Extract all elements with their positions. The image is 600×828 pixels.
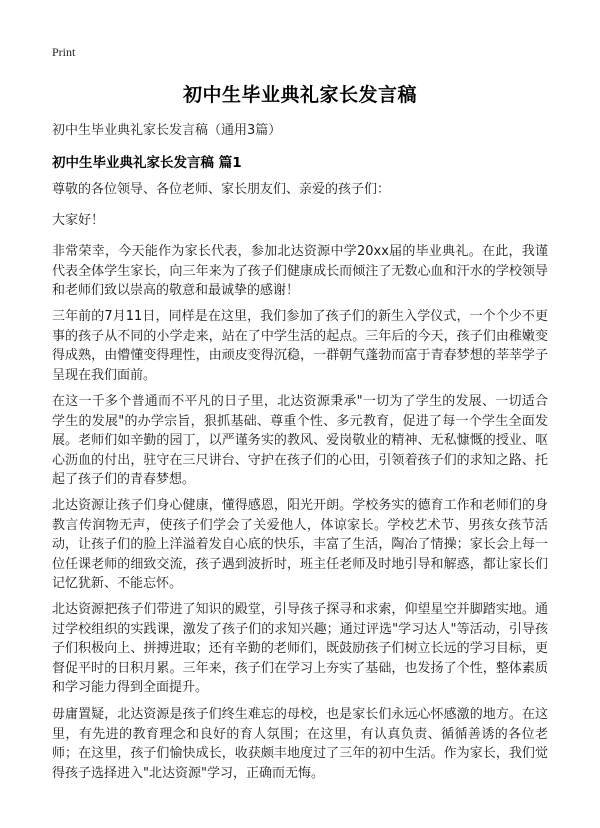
- print-link[interactable]: Print: [52, 45, 76, 59]
- body-paragraph: 三年前的7月11日，同样是在这里，我们参加了孩子们的新生入学仪式，一个个少不更事的孩子从不同的小学走来，站在了中学生活的起点。三年后的今天，孩子们由稚嫩变得成熟，由懵懂变得理性，由顽皮变得沉稳，一群朝气蓬勃而富于青春梦想的莘莘学子呈现在我们面前。: [52, 309, 548, 383]
- page-title: 初中生毕业典礼家长发言稿: [182, 84, 417, 106]
- section-heading: 初中生毕业典礼家长发言稿 篇1: [52, 155, 242, 171]
- body-paragraph: 非常荣幸，今天能作为家长代表，参加北达资源中学20xx届的毕业典礼。在此，我谨代表全体学生家长，向三年来为了孩子们健康成长而倾注了无数心血和汗水的学校领导和老师们致以崇高的敬意和最诚挚的感谢！: [52, 244, 548, 298]
- body-paragraph: 在这一千多个普通而不平凡的日子里，北达资源秉承"一切为了学生的发展、一切适合学生的发展"的办学宗旨，狠抓基础、尊重个性、多元教育，促进了每一个学生全面发展。老师们如辛勤的园丁，以严谨务实的教风、爱岗敬业的精神、无私慷慨的授业、呕心沥血的付出，驻守在三尺讲台、守护在孩子们的心田，引领着孩子们的求知之路、托起了孩子们的青春梦想。: [52, 394, 548, 487]
- body-paragraph: 北达资源把孩子们带进了知识的殿堂，引导孩子探寻和求索，仰望星空并脚踏实地。通过学校组织的实践课，激发了孩子们的求知兴趣；通过评选"学习达人"等活动，引导孩子们积极向上、拼搏进取；还有辛勤的老师们，既鼓励孩子们树立长远的学习目标，更督促平时的日积月累。三年来，孩子们在学习上夯实了基础，也发扬了个性，整体素质和学习能力得到全面提升。: [52, 602, 548, 695]
- salutation-paragraph: 尊敬的各位领导、各位老师、家长朋友们、亲爱的孩子们：: [52, 182, 391, 197]
- greeting-paragraph: 大家好！: [52, 213, 105, 228]
- body-paragraph: 北达资源让孩子们身心健康，懂得感恩，阳光开朗。学校务实的德育工作和老师们的身教言传润物无声，使孩子们学会了关爱他人，体谅家长。学校艺术节、男孩女孩节活动，让孩子们的脸上洋溢着发自心底的快乐，丰富了生活，陶冶了情操；家长会上每一位任课老师的细致交流，孩子遇到波折时，班主任老师及时地引导和解惑，都让家长们记忆犹新、不能忘怀。: [52, 498, 548, 591]
- document-subtitle: 初中生毕业典礼家长发言稿（通用3篇）: [52, 123, 282, 138]
- body-paragraph: 毋庸置疑，北达资源是孩子们终生难忘的母校，也是家长们永远心怀感激的地方。在这里，有先进的教育理念和良好的育人氛围；在这里，有认真负责、循循善诱的各位老师；在这里，孩子们愉快成长，收获颇丰地度过了三年的初中生活。作为家长，我们觉得孩子选择进入"北达资源"学习，正确而无悔。: [52, 707, 548, 781]
